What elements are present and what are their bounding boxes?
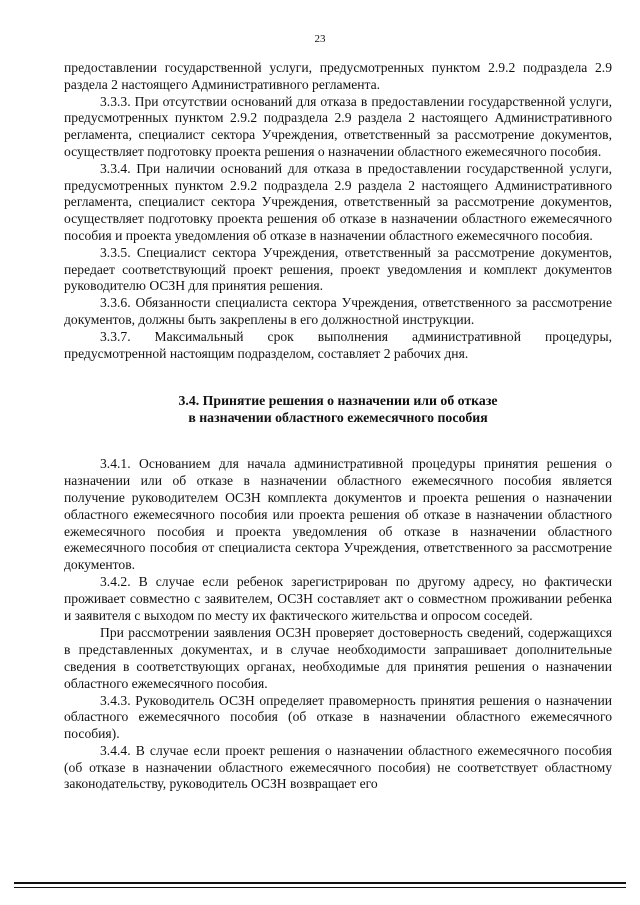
- document-body: [64, 60, 612, 793]
- paragraph-3-3-5: 3.3.5. Специалист сектора Учреждения, ответственный за рассмотрение документов, передает соответствующий проект решения, проект уведомления и комплект документов руководителю ОСЗН для принятия решения.: [64, 244, 612, 294]
- section-heading-line1: 3.4. Принятие решения о назначении или об отказе: [178, 393, 498, 409]
- paragraph-3-3-6: 3.3.6. Обязанности специалиста сектора Учреждения, ответственного за рассмотрение документов, должны быть закреплены в его должностной инструкции.: [64, 295, 612, 327]
- section-heading-line2: в назначении областного ежемесячного пособия: [188, 410, 488, 426]
- footer-rule-thick: [14, 882, 626, 884]
- paragraph-3-3-4: 3.3.4. При наличии оснований для отказа в предоставлении государственной услуги, предусмотренных пунктом 2.9.2 подраздела 2.9 раздела 2 настоящего Административного регламента, специалист сектора Учреждения, ответственный за рассмотрение документов, осуществляет подготовку проекта решения об отказе в назначении областного ежемесячного пособия и проекта уведомления об отказе в назначении областного ежемесячного пособия.: [64, 160, 612, 243]
- paragraph-continuation: предоставлении государственной услуги, предусмотренных пунктом 2.9.2 подраздела 2.9 раздела 2 настоящего Административного регламента.: [64, 60, 612, 92]
- paragraph-3-3-3: 3.3.3. При отсутствии оснований для отказа в предоставлении государственной услуги, предусмотренных пунктом 2.9.2 подраздела 2.9 раздела 2 настоящего Административного регламента, специалист сектора Учреждения, ответственный за рассмотрение документов, осуществляет подготовку проекта решения о назначении областного ежемесячного пособия.: [64, 93, 612, 159]
- section-heading: [64, 392, 612, 426]
- footer-rule-thin: [14, 887, 626, 888]
- paragraph-3-4-3: 3.4.3. Руководитель ОСЗН определяет правомерность принятия решения о назначении областного ежемесячного пособия (об отказе в назначении областного ежемесячного пособия).: [64, 692, 612, 742]
- page-number: 23: [314, 33, 326, 45]
- paragraph-3-4-4: 3.4.4. В случае если проект решения о назначении областного ежемесячного пособия (об отказе в назначении областного ежемесячного пособия) не соответствует областному законодательству, руководитель ОСЗН возвращает его: [64, 742, 612, 792]
- paragraph-3-4-1: 3.4.1. Основанием для начала административной процедуры принятия решения о назначении или об отказе в назначении областного ежемесячного пособия является получение руководителем ОСЗН комплекта документов и проекта решения о назначении областного ежемесячного пособия или проекта решения об отказе в назначении областного ежемесячного пособия и проекта уведомления об отказе в назначении областного ежемесячного пособия от специалиста сектора Учреждения, ответственного за рассмотрение документов.: [64, 456, 612, 573]
- paragraph-3-4-2: 3.4.2. В случае если ребенок зарегистрирован по другому адресу, но фактически проживает совместно с заявителем, ОСЗН составляет акт о совместном проживании ребенка и заявителя с выходом по месту их фактического жительства и опросом соседей.: [64, 573, 612, 623]
- paragraph-3-3-7: 3.3.7. Максимальный срок выполнения административной процедуры, предусмотренной настоящим подразделом, составляет 2 рабочих дня.: [64, 328, 612, 361]
- paragraph-verification: При рассмотрении заявления ОСЗН проверяет достоверность сведений, содержащихся в представленных документах, и в случае необходимости запрашивает дополнительные сведения в соответствующих органах, необходимые для принятия решения о назначении областного ежемесячного пособия.: [64, 625, 612, 691]
